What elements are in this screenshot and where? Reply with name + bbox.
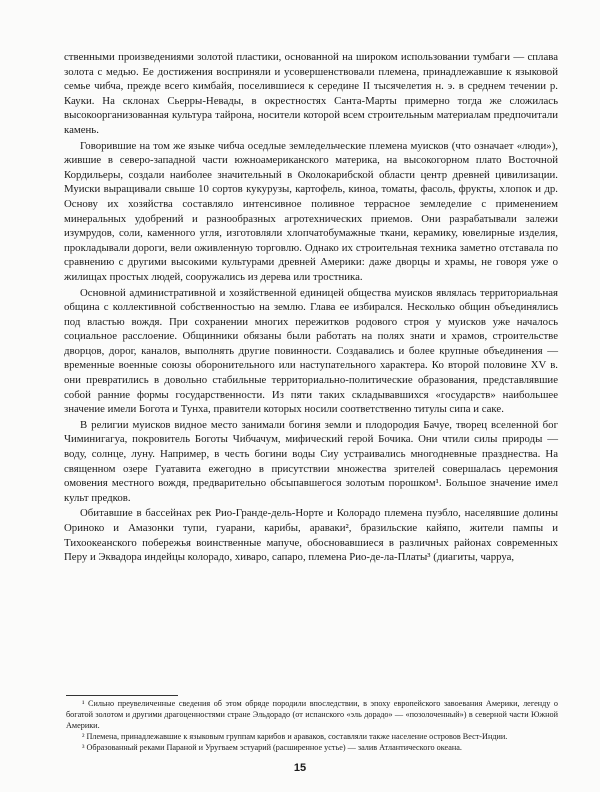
footnote-3: ³ Образованный реками Параной и Уругваем эстуарий (расширенное устье) — залив Атлантического океана. — [82, 742, 462, 752]
paragraph-1: ственными произведениями золотой пластики, основанной на широком использовании тумбаги — сплава золота с медью. Ее достижения восприняли и усовершенствовали племена, принадлежавшие к языковой семье чибча, прежде всего кимбайя, поселившиеся к середине II тысячелетия н. э. в среднем течении р. Кауки. На склонах Сьерры-Невады, в окрестностях Санта-Марты примерно тогда же сложилась высокоорганизованная культура тайрона, носители которой всем строительным материалам предпочитали камень. — [64, 51, 558, 136]
paragraph-5: Обитавшие в бассейнах рек Рио-Гранде-дель-Норте и Колорадо племена пуэбло, населявшие долины Ориноко и Амазонки тупи, гуарани, карибы, араваки², бразильские кайяпо, жители пампы и Тихоокеанского побережья воинственные мапуче, обосновавшиеся в различных районах современных Перу и Эквадора индейцы колорадо, хиваро, сапаро, племена Рио-де-ла-Платы³ (диагиты, чарруа, — [64, 507, 558, 564]
paragraph-2: Говорившие на том же языке чибча оседлые земледельческие племена муисков (что означает «люди»), жившие в северо-западной части южноамериканского материка, на высокогорном плато Восточной Кордильеры, создали наиболее значительный в Околокарибской области центр древней цивилизации. Муиски выращивали свыше 10 сортов кукурузы, картофель, киноа, томаты, фасоль, фрукты, хлопок и др. Основу их хозяйства составляло интенсивное поливное террасное земледелие с применением минеральных удобрений и разнообразных агротехнических приемов. Они разрабатывали залежи изумрудов, соли, каменного угля, изготовляли хлопчатобумажные ткани, керамику, ювелирные изделия, прокладывали дороги, вели оживленную торговлю. Однако их строительная техника заметно отставала по сравнению с другими высокими культурами древней Америки: даже дворцы и храмы, не говоря уже о жилищах простых людей, сооружались из дерева или тростника. — [64, 139, 558, 283]
page-number: 15 — [293, 762, 307, 774]
paragraph-3: Основной административной и хозяйственной единицей общества муисков являлась территориальная община с коллективной собственностью на землю. Глава ее избирался. Несколько общин объединялись под властью вождя. При сохранении многих пережитков родового строя у муисков уже началось социальное расслоение. Общинники обязаны были работать на полях знати и храмов, строительстве дворцов, дорог, каналов, выполнять другие повинности. Создавались и более крупные объединения — временные военные союзы оборонительного или наступательного характера. Ко второй половине XV в. они превратились в довольно стабильные территориально-политические образования, представлявшие собой ранние формы государственности. Из пяти таких складывавшихся «государств» наибольшее значение имели Богота и Тунха, правители которых носили соответственно титулы сипа и саке. — [64, 286, 558, 416]
paragraph-4: В религии муисков видное место занимали богиня земли и плодородия Бачуе, творец вселенной бог Чиминигагуа, покровитель Боготы Чибчачум, мифический герой Бочика. Они чтили силы природы — воду, солнце, луну. Например, в честь богини воды Сиу устраивались многодневные празднества. На священном озере Гуатавита ежегодно в присутствии множества зрителей совершалась церемония омовения местного вождя, предварительно обсыпавшегося золотым порошком¹. Большое значение имел культ предков. — [64, 418, 558, 504]
footnote-1: ¹ Сильно преувеличенные сведения об этом обряде породили впоследствии, в эпоху европейского завоевания Америки, легенду о богатой золотом и другими драгоценностями стране Эльдорадо (от испанского «эль дорадо» — «позолоченный») в северной части Южной Америки. — [66, 699, 558, 730]
footnote-2: ² Племена, принадлежавшие к языковым группам карибов и араваков, составляли также население островов Вест-Индии. — [82, 731, 508, 741]
footnotes — [66, 699, 558, 754]
main-text — [64, 50, 558, 566]
footnote-divider — [66, 695, 178, 696]
